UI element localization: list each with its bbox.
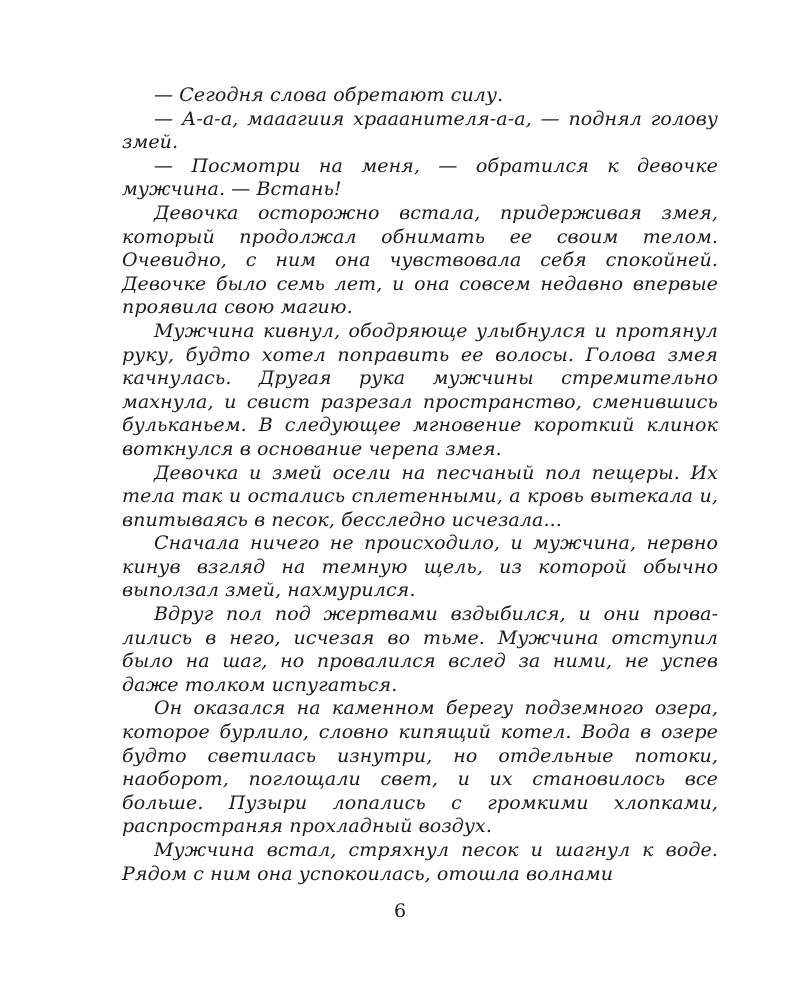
paragraph: Вдруг пол под жертвами вздыбился, и они провалились в него, исчезая во тьме. Мужчина отступил было на шаг, но провалился вслед за ними, не успев даже толком испугаться. bbox=[122, 603, 718, 696]
paragraph: — Сегодня слова обретают силу. bbox=[154, 84, 504, 106]
paragraph: — А-а-а, мааагиия храаанителя-а-а, — поднял голову змей. bbox=[122, 107, 718, 154]
paragraph: Он оказался на каменном берегу подземного озера, которое бурлило, словно кипящий котел. Вода в озере будто светилась изнутри, но отдельные потоки, наоборот, поглощали свет, и их становилось все больше. Пузыри лопались с громкими хлопками, распространяя прохладный воздух. bbox=[122, 697, 718, 838]
page-number: 6 bbox=[393, 900, 407, 922]
paragraph: Мужчина встал, стряхнул песок и шагнул к воде. Рядом с ним она успокоилась, отошла волнами bbox=[122, 839, 718, 885]
paragraph: Сначала ничего не происходило, и мужчина, нервно кинув взгляд на темную щель, из которой обычно выползал змей, нахмурился. bbox=[122, 532, 718, 602]
paragraph: — Посмотри на меня, — обратился к девочке мужчина. — Встань! bbox=[122, 154, 718, 201]
paragraph: Девочка и змей осели на песчаный пол пещеры. Их тела так и остались сплетенными, а кровь вытекала и, впитываясь в песок, бесследно исчезала... bbox=[122, 461, 718, 531]
paragraph: Мужчина кивнул, ободряюще улыбнулся и протянул руку, будто хотел поправить ее волосы. Голова змея качнулась. Другая рука мужчины стремительно махнула, и свист разрезал пространство, сменившись бульканьем. В следующее мгновение короткий клинок воткнулся в основание черепа змея. bbox=[122, 319, 718, 460]
paragraph: Девочка осторожно встала, придерживая змея, который продолжал обнимать ее своим телом. Очевидно, с ним она чувствовала себя спокойней. Девочке было семь лет, и она совсем недавно впервые проявила свою магию. bbox=[122, 201, 718, 319]
page-body bbox=[122, 84, 718, 886]
